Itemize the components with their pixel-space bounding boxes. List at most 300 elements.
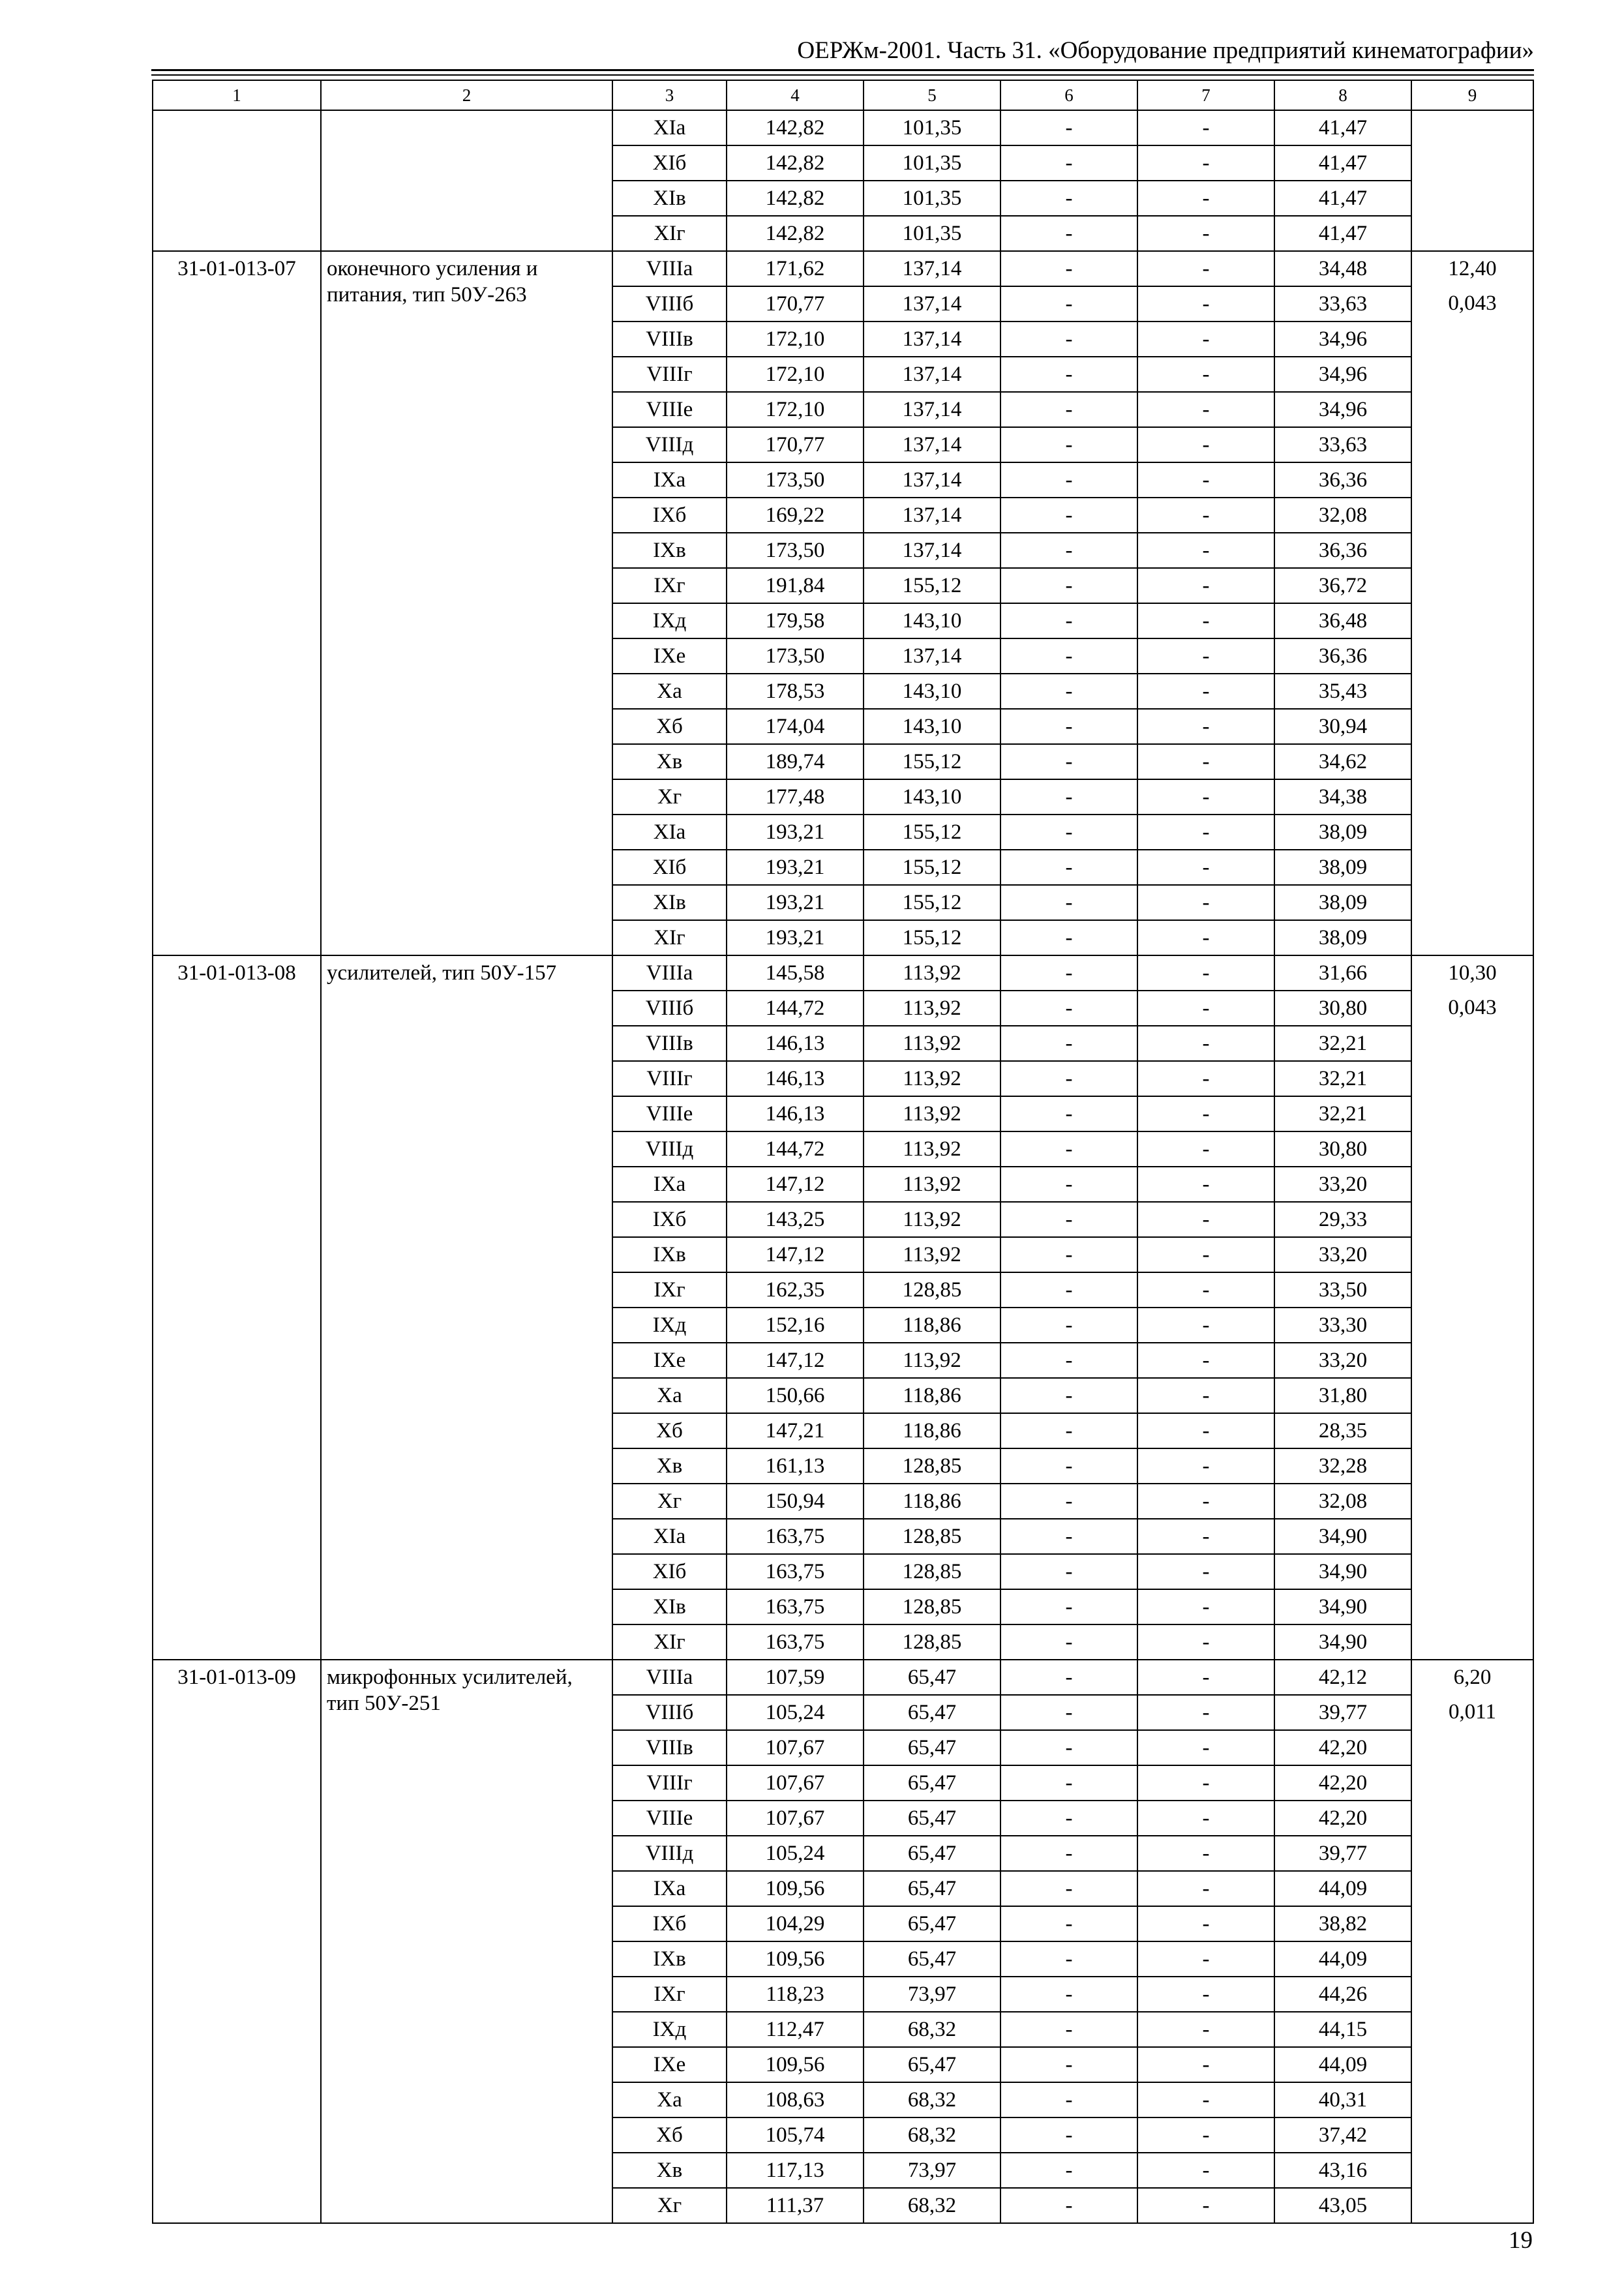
driver-wage-cell: - <box>1137 1695 1274 1730</box>
resource-name: оконечного усиления и питания, тип 50У-263 <box>321 251 612 955</box>
class-cell: Xб <box>612 2117 727 2153</box>
materials-cost-cell: 34,90 <box>1274 1589 1411 1624</box>
materials-cost-cell: 34,96 <box>1274 357 1411 392</box>
class-cell: IXб <box>612 1202 727 1237</box>
total-cost-cell: 171,62 <box>727 251 864 286</box>
column-number: 7 <box>1137 80 1274 110</box>
materials-cost-cell: 44,09 <box>1274 1871 1411 1906</box>
materials-cost-cell: 42,12 <box>1274 1660 1411 1695</box>
materials-cost-cell: 34,38 <box>1274 779 1411 815</box>
labor-cost-cell: 65,47 <box>864 1695 1000 1730</box>
labor-cost-cell: 68,32 <box>864 2117 1000 2153</box>
column-9-value: 6,20 <box>1453 1666 1492 1689</box>
materials-cost-cell: 44,26 <box>1274 1977 1411 2012</box>
total-cost-cell: 147,12 <box>727 1237 864 1272</box>
total-cost-cell: 173,50 <box>727 638 864 674</box>
driver-wage-cell: - <box>1137 709 1274 744</box>
total-cost-cell: 147,21 <box>727 1413 864 1448</box>
materials-cost-cell: 43,16 <box>1274 2153 1411 2188</box>
machine-cost-cell: - <box>1000 850 1137 885</box>
materials-cost-cell: 34,96 <box>1274 392 1411 427</box>
labor-cost-cell: 143,10 <box>864 674 1000 709</box>
machine-cost-cell: - <box>1000 568 1137 603</box>
class-cell: VIIIе <box>612 1801 727 1836</box>
class-cell: VIIIa <box>612 955 727 991</box>
machine-cost-cell: - <box>1000 1765 1137 1801</box>
labor-cost-cell: 143,10 <box>864 779 1000 815</box>
machine-cost-cell: - <box>1000 392 1137 427</box>
machine-cost-cell: - <box>1000 2082 1137 2117</box>
machine-cost-cell: - <box>1000 1589 1137 1624</box>
labor-cost-cell: 101,35 <box>864 216 1000 251</box>
class-cell: Xв <box>612 744 727 779</box>
materials-cost-cell: 36,36 <box>1274 533 1411 568</box>
materials-cost-cell: 33,63 <box>1274 427 1411 462</box>
class-cell: Xa <box>612 2082 727 2117</box>
resource-code: 31-01-013-07 <box>153 251 321 955</box>
machine-cost-cell: - <box>1000 2047 1137 2082</box>
driver-wage-cell: - <box>1137 1624 1274 1660</box>
labor-cost-cell: 65,47 <box>864 1871 1000 1906</box>
class-cell: VIIIб <box>612 991 727 1026</box>
class-cell: IXг <box>612 568 727 603</box>
labor-cost-cell: 113,92 <box>864 1202 1000 1237</box>
class-cell: IXд <box>612 603 727 638</box>
labor-cost-cell: 68,32 <box>864 2082 1000 2117</box>
driver-wage-cell: - <box>1137 427 1274 462</box>
class-cell: VIIIб <box>612 286 727 322</box>
materials-cost-cell: 30,94 <box>1274 709 1411 744</box>
labor-cost-cell: 155,12 <box>864 815 1000 850</box>
class-cell: VIIIд <box>612 1836 727 1871</box>
class-cell: IXв <box>612 533 727 568</box>
materials-cost-cell: 33,20 <box>1274 1167 1411 1202</box>
total-cost-cell: 163,75 <box>727 1624 864 1660</box>
materials-cost-cell: 31,66 <box>1274 955 1411 991</box>
labor-cost-cell: 118,86 <box>864 1484 1000 1519</box>
machine-cost-cell: - <box>1000 1096 1137 1131</box>
driver-wage-cell: - <box>1137 1871 1274 1906</box>
driver-wage-cell: - <box>1137 2012 1274 2047</box>
machine-cost-cell: - <box>1000 498 1137 533</box>
materials-cost-cell: 34,90 <box>1274 1624 1411 1660</box>
driver-wage-cell: - <box>1137 1202 1274 1237</box>
page-number: 19 <box>1509 2227 1533 2254</box>
driver-wage-cell: - <box>1137 392 1274 427</box>
driver-wage-cell: - <box>1137 462 1274 498</box>
class-cell: IXг <box>612 1272 727 1308</box>
total-cost-cell: 104,29 <box>727 1906 864 1941</box>
total-cost-cell: 117,13 <box>727 2153 864 2188</box>
column-number: 1 <box>153 80 321 110</box>
total-cost-cell: 144,72 <box>727 991 864 1026</box>
machine-cost-cell: - <box>1000 674 1137 709</box>
header-rule <box>151 74 1534 76</box>
class-cell: Xв <box>612 1448 727 1484</box>
machine-cost-cell: - <box>1000 1660 1137 1695</box>
driver-wage-cell: - <box>1137 1448 1274 1484</box>
class-cell: VIIIa <box>612 1660 727 1695</box>
class-cell: XIб <box>612 1554 727 1589</box>
machine-cost-cell: - <box>1000 1484 1137 1519</box>
class-cell: IXa <box>612 1871 727 1906</box>
total-cost-cell: 107,67 <box>727 1801 864 1836</box>
machine-cost-cell: - <box>1000 1519 1137 1554</box>
class-cell: VIIIв <box>612 1730 727 1765</box>
class-cell: IXе <box>612 1343 727 1378</box>
materials-cost-cell: 38,09 <box>1274 850 1411 885</box>
machine-cost-cell: - <box>1000 1941 1137 1977</box>
machine-cost-cell: - <box>1000 2117 1137 2153</box>
labor-cost-cell: 113,92 <box>864 1237 1000 1272</box>
total-cost-cell: 109,56 <box>727 1941 864 1977</box>
class-cell: VIIIд <box>612 427 727 462</box>
machine-cost-cell: - <box>1000 603 1137 638</box>
labor-cost-cell: 113,92 <box>864 1131 1000 1167</box>
labor-cost-cell: 137,14 <box>864 462 1000 498</box>
class-cell: Xг <box>612 779 727 815</box>
materials-cost-cell: 41,47 <box>1274 216 1411 251</box>
total-cost-cell: 118,23 <box>727 1977 864 2012</box>
machine-cost-cell: - <box>1000 744 1137 779</box>
machine-cost-cell: - <box>1000 920 1137 955</box>
labor-cost-cell: 113,92 <box>864 1026 1000 1061</box>
driver-wage-cell: - <box>1137 1343 1274 1378</box>
total-cost-cell: 112,47 <box>727 2012 864 2047</box>
total-cost-cell: 105,24 <box>727 1695 864 1730</box>
total-cost-cell: 105,74 <box>727 2117 864 2153</box>
resource-code <box>153 110 321 251</box>
total-cost-cell: 163,75 <box>727 1554 864 1589</box>
labor-cost-cell: 155,12 <box>864 744 1000 779</box>
table-body <box>153 80 1533 2223</box>
machine-cost-cell: - <box>1000 1695 1137 1730</box>
labor-cost-cell: 128,85 <box>864 1272 1000 1308</box>
class-cell: IXв <box>612 1237 727 1272</box>
labor-cost-cell: 65,47 <box>864 1660 1000 1695</box>
labor-cost-cell: 128,85 <box>864 1448 1000 1484</box>
driver-wage-cell: - <box>1137 216 1274 251</box>
machine-cost-cell: - <box>1000 638 1137 674</box>
materials-cost-cell: 33,30 <box>1274 1308 1411 1343</box>
materials-cost-cell: 44,09 <box>1274 1941 1411 1977</box>
total-cost-cell: 146,13 <box>727 1096 864 1131</box>
class-cell: VIIIг <box>612 1765 727 1801</box>
machine-cost-cell: - <box>1000 1308 1137 1343</box>
materials-cost-cell: 38,09 <box>1274 920 1411 955</box>
class-cell: XIa <box>612 1519 727 1554</box>
machine-cost-cell: - <box>1000 1448 1137 1484</box>
total-cost-cell: 145,58 <box>727 955 864 991</box>
driver-wage-cell: - <box>1137 1801 1274 1836</box>
machine-cost-cell: - <box>1000 145 1137 181</box>
materials-cost-cell: 42,20 <box>1274 1801 1411 1836</box>
total-cost-cell: 107,67 <box>727 1765 864 1801</box>
column-9-value: 10,30 <box>1448 961 1497 985</box>
machine-cost-cell: - <box>1000 2153 1137 2188</box>
total-cost-cell: 174,04 <box>727 709 864 744</box>
machine-cost-cell: - <box>1000 110 1137 145</box>
labor-cost-cell: 143,10 <box>864 603 1000 638</box>
total-cost-cell: 161,13 <box>727 1448 864 1484</box>
materials-cost-cell: 33,63 <box>1274 286 1411 322</box>
driver-wage-cell: - <box>1137 2153 1274 2188</box>
class-cell: IXг <box>612 1977 727 2012</box>
class-cell: IXa <box>612 462 727 498</box>
resource-name: микрофонных усилителей, тип 50У-251 <box>321 1660 612 2223</box>
total-cost-cell: 109,56 <box>727 1871 864 1906</box>
total-cost-cell: 163,75 <box>727 1519 864 1554</box>
class-cell: XIa <box>612 110 727 145</box>
materials-cost-cell: 31,80 <box>1274 1378 1411 1413</box>
labor-cost-cell: 143,10 <box>864 709 1000 744</box>
total-cost-cell: 107,67 <box>727 1730 864 1765</box>
class-cell: IXa <box>612 1167 727 1202</box>
total-cost-cell: 147,12 <box>727 1343 864 1378</box>
total-cost-cell: 193,21 <box>727 920 864 955</box>
total-cost-cell: 163,75 <box>727 1589 864 1624</box>
resource-name <box>321 110 612 251</box>
machine-cost-cell: - <box>1000 251 1137 286</box>
labor-cost-cell: 113,92 <box>864 1061 1000 1096</box>
driver-wage-cell: - <box>1137 2047 1274 2082</box>
driver-wage-cell: - <box>1137 568 1274 603</box>
total-cost-cell: 172,10 <box>727 322 864 357</box>
driver-wage-cell: - <box>1137 991 1274 1026</box>
driver-wage-cell: - <box>1137 1836 1274 1871</box>
driver-wage-cell: - <box>1137 885 1274 920</box>
driver-wage-cell: - <box>1137 850 1274 885</box>
driver-wage-cell: - <box>1137 1378 1274 1413</box>
driver-wage-cell: - <box>1137 2082 1274 2117</box>
machine-cost-cell: - <box>1000 1624 1137 1660</box>
driver-wage-cell: - <box>1137 1167 1274 1202</box>
labor-cost-cell: 73,97 <box>864 1977 1000 2012</box>
column-number: 3 <box>612 80 727 110</box>
column-9-values <box>1411 1660 1533 2223</box>
total-cost-cell: 109,56 <box>727 2047 864 2082</box>
total-cost-cell: 193,21 <box>727 815 864 850</box>
machine-cost-cell: - <box>1000 1378 1137 1413</box>
labor-cost-cell: 65,47 <box>864 1765 1000 1801</box>
total-cost-cell: 170,77 <box>727 427 864 462</box>
machine-cost-cell: - <box>1000 815 1137 850</box>
machine-cost-cell: - <box>1000 1343 1137 1378</box>
total-cost-cell: 178,53 <box>727 674 864 709</box>
materials-cost-cell: 33,20 <box>1274 1343 1411 1378</box>
machine-cost-cell: - <box>1000 1730 1137 1765</box>
materials-cost-cell: 35,43 <box>1274 674 1411 709</box>
driver-wage-cell: - <box>1137 1554 1274 1589</box>
class-cell: Xв <box>612 2153 727 2188</box>
total-cost-cell: 107,59 <box>727 1660 864 1695</box>
class-cell: VIIIa <box>612 251 727 286</box>
column-9-values <box>1411 251 1533 955</box>
driver-wage-cell: - <box>1137 110 1274 145</box>
labor-cost-cell: 137,14 <box>864 322 1000 357</box>
driver-wage-cell: - <box>1137 1096 1274 1131</box>
machine-cost-cell: - <box>1000 533 1137 568</box>
labor-cost-cell: 68,32 <box>864 2188 1000 2223</box>
labor-cost-cell: 65,47 <box>864 1906 1000 1941</box>
class-cell: XIг <box>612 1624 727 1660</box>
materials-cost-cell: 32,21 <box>1274 1026 1411 1061</box>
table-row <box>153 251 1533 286</box>
labor-cost-cell: 73,97 <box>864 2153 1000 2188</box>
page-header: ОЕРЖм-2001. Часть 31. «Оборудование предприятий кинематографии» <box>797 37 1534 64</box>
labor-cost-cell: 118,86 <box>864 1378 1000 1413</box>
class-cell: XIг <box>612 920 727 955</box>
driver-wage-cell: - <box>1137 2188 1274 2223</box>
labor-cost-cell: 101,35 <box>864 110 1000 145</box>
machine-cost-cell: - <box>1000 955 1137 991</box>
header-rule <box>151 69 1534 71</box>
labor-cost-cell: 137,14 <box>864 392 1000 427</box>
labor-cost-cell: 118,86 <box>864 1308 1000 1343</box>
driver-wage-cell: - <box>1137 920 1274 955</box>
machine-cost-cell: - <box>1000 427 1137 462</box>
class-cell: VIIIд <box>612 1131 727 1167</box>
materials-cost-cell: 30,80 <box>1274 991 1411 1026</box>
materials-cost-cell: 44,15 <box>1274 2012 1411 2047</box>
table-row <box>153 1660 1533 1695</box>
total-cost-cell: 150,94 <box>727 1484 864 1519</box>
labor-cost-cell: 113,92 <box>864 955 1000 991</box>
driver-wage-cell: - <box>1137 744 1274 779</box>
materials-cost-cell: 32,28 <box>1274 1448 1411 1484</box>
labor-cost-cell: 137,14 <box>864 251 1000 286</box>
labor-cost-cell: 65,47 <box>864 1836 1000 1871</box>
labor-cost-cell: 137,14 <box>864 638 1000 674</box>
resource-name: усилителей, тип 50У-157 <box>321 955 612 1660</box>
class-cell: IXе <box>612 638 727 674</box>
driver-wage-cell: - <box>1137 1941 1274 1977</box>
machine-cost-cell: - <box>1000 1554 1137 1589</box>
labor-cost-cell: 65,47 <box>864 1730 1000 1765</box>
materials-cost-cell: 32,08 <box>1274 1484 1411 1519</box>
driver-wage-cell: - <box>1137 181 1274 216</box>
driver-wage-cell: - <box>1137 638 1274 674</box>
materials-cost-cell: 37,42 <box>1274 2117 1411 2153</box>
labor-cost-cell: 155,12 <box>864 920 1000 955</box>
driver-wage-cell: - <box>1137 815 1274 850</box>
driver-wage-cell: - <box>1137 1237 1274 1272</box>
machine-cost-cell: - <box>1000 1202 1137 1237</box>
driver-wage-cell: - <box>1137 1730 1274 1765</box>
class-cell: VIIIб <box>612 1695 727 1730</box>
class-cell: VIIIе <box>612 1096 727 1131</box>
driver-wage-cell: - <box>1137 251 1274 286</box>
materials-cost-cell: 36,72 <box>1274 568 1411 603</box>
labor-cost-cell: 113,92 <box>864 1167 1000 1202</box>
machine-cost-cell: - <box>1000 1871 1137 1906</box>
driver-wage-cell: - <box>1137 498 1274 533</box>
labor-cost-cell: 128,85 <box>864 1519 1000 1554</box>
machine-cost-cell: - <box>1000 286 1137 322</box>
labor-cost-cell: 118,86 <box>864 1413 1000 1448</box>
labor-cost-cell: 65,47 <box>864 1801 1000 1836</box>
total-cost-cell: 146,13 <box>727 1026 864 1061</box>
class-cell: IXб <box>612 1906 727 1941</box>
driver-wage-cell: - <box>1137 674 1274 709</box>
class-cell: XIa <box>612 815 727 850</box>
column-9-value: 0,043 <box>1448 292 1497 315</box>
materials-cost-cell: 40,31 <box>1274 2082 1411 2117</box>
materials-cost-cell: 44,09 <box>1274 2047 1411 2082</box>
materials-cost-cell: 32,21 <box>1274 1096 1411 1131</box>
driver-wage-cell: - <box>1137 1413 1274 1448</box>
materials-cost-cell: 36,36 <box>1274 462 1411 498</box>
driver-wage-cell: - <box>1137 1660 1274 1695</box>
driver-wage-cell: - <box>1137 533 1274 568</box>
total-cost-cell: 142,82 <box>727 145 864 181</box>
total-cost-cell: 193,21 <box>727 850 864 885</box>
machine-cost-cell: - <box>1000 1836 1137 1871</box>
driver-wage-cell: - <box>1137 357 1274 392</box>
machine-cost-cell: - <box>1000 1131 1137 1167</box>
column-number: 4 <box>727 80 864 110</box>
driver-wage-cell: - <box>1137 2117 1274 2153</box>
column-9-values <box>1411 955 1533 1660</box>
materials-cost-cell: 39,77 <box>1274 1836 1411 1871</box>
driver-wage-cell: - <box>1137 1977 1274 2012</box>
class-cell: IXе <box>612 2047 727 2082</box>
total-cost-cell: 150,66 <box>727 1378 864 1413</box>
total-cost-cell: 108,63 <box>727 2082 864 2117</box>
class-cell: XIб <box>612 145 727 181</box>
total-cost-cell: 172,10 <box>727 392 864 427</box>
driver-wage-cell: - <box>1137 145 1274 181</box>
total-cost-cell: 152,16 <box>727 1308 864 1343</box>
total-cost-cell: 191,84 <box>727 568 864 603</box>
labor-cost-cell: 65,47 <box>864 2047 1000 2082</box>
class-cell: Xa <box>612 1378 727 1413</box>
machine-cost-cell: - <box>1000 1413 1137 1448</box>
class-cell: Xг <box>612 1484 727 1519</box>
machine-cost-cell: - <box>1000 462 1137 498</box>
total-cost-cell: 142,82 <box>727 216 864 251</box>
class-cell: VIIIг <box>612 1061 727 1096</box>
machine-cost-cell: - <box>1000 1272 1137 1308</box>
driver-wage-cell: - <box>1137 603 1274 638</box>
class-cell: VIIIв <box>612 322 727 357</box>
column-number: 2 <box>321 80 612 110</box>
total-cost-cell: 147,12 <box>727 1167 864 1202</box>
total-cost-cell: 146,13 <box>727 1061 864 1096</box>
column-9-value: 12,40 <box>1448 257 1497 280</box>
labor-cost-cell: 113,92 <box>864 1096 1000 1131</box>
machine-cost-cell: - <box>1000 1977 1137 2012</box>
total-cost-cell: 170,77 <box>727 286 864 322</box>
labor-cost-cell: 128,85 <box>864 1624 1000 1660</box>
table-row <box>153 955 1533 991</box>
total-cost-cell: 172,10 <box>727 357 864 392</box>
column-number: 9 <box>1411 80 1533 110</box>
materials-cost-cell: 42,20 <box>1274 1730 1411 1765</box>
materials-cost-cell: 41,47 <box>1274 145 1411 181</box>
machine-cost-cell: - <box>1000 2012 1137 2047</box>
machine-cost-cell: - <box>1000 2188 1137 2223</box>
materials-cost-cell: 43,05 <box>1274 2188 1411 2223</box>
rates-table <box>152 80 1534 2224</box>
class-cell: IXб <box>612 498 727 533</box>
labor-cost-cell: 155,12 <box>864 568 1000 603</box>
materials-cost-cell: 36,48 <box>1274 603 1411 638</box>
class-cell: Xг <box>612 2188 727 2223</box>
class-cell: IXв <box>612 1941 727 1977</box>
materials-cost-cell: 36,36 <box>1274 638 1411 674</box>
class-cell: IXд <box>612 1308 727 1343</box>
